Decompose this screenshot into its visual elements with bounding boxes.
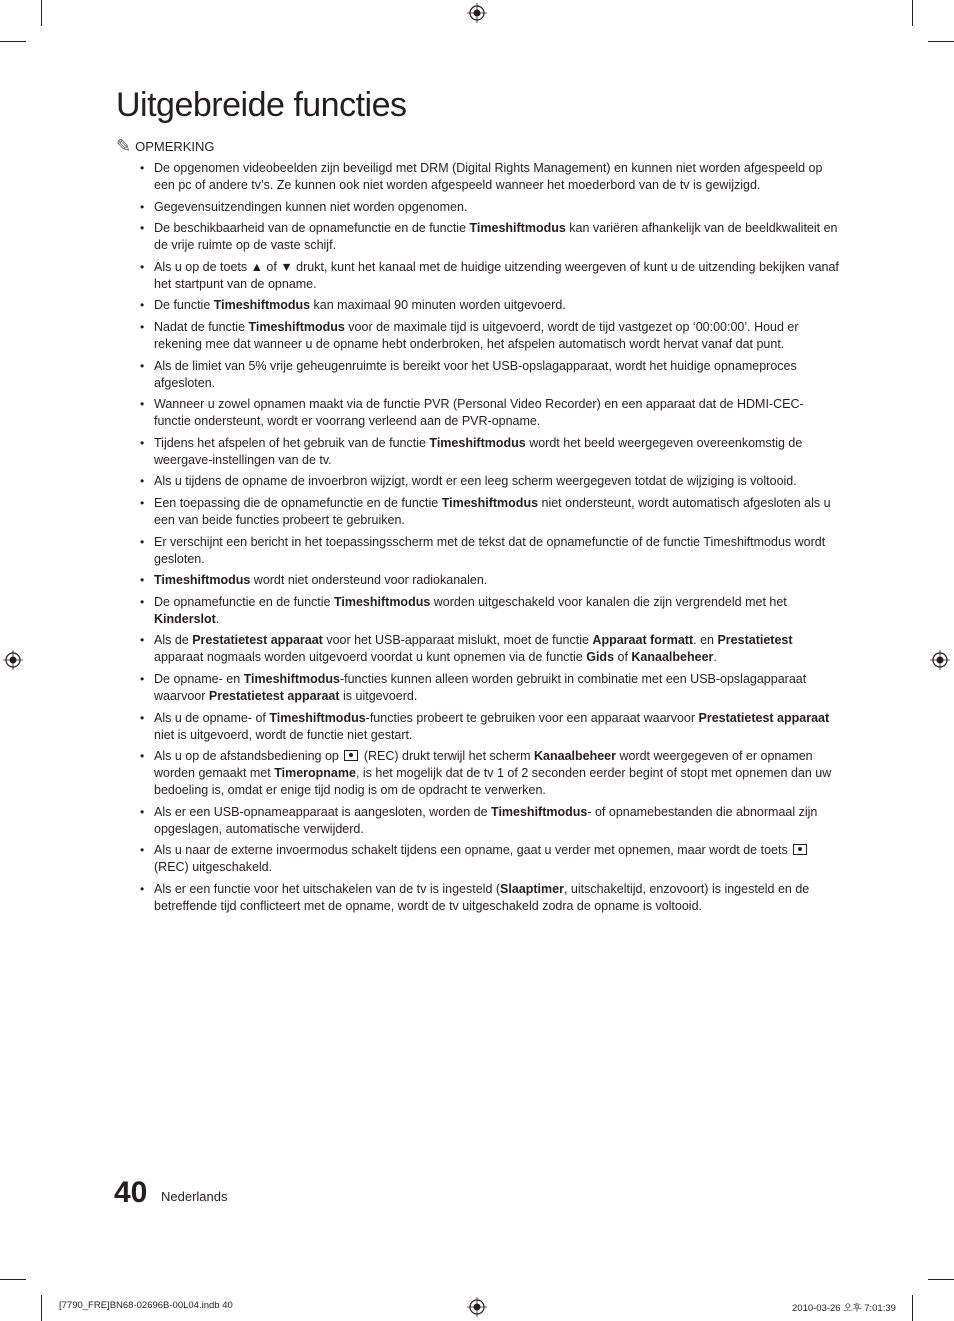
- note-text: voor de maximale tijd is uitgevoerd, wordt de tijd vastgezet op ‘00:00:00’. Houd er rekening mee dat wanneer u de opname hebt onderbroken, het afspelen automatisch wordt hervat vanaf dat punt.: [154, 319, 799, 351]
- note-item: [140, 319, 840, 353]
- registration-mark-icon: [467, 3, 487, 23]
- note-text: De opgenomen videobeelden zijn beveiligd met DRM (Digital Rights Management) en kunnen niet worden afgespeeld op een pc of andere tv’s. Ze kunnen ook niet worden afgespeeld wanneer het moederbord van de tv is gewijzigd.: [154, 161, 823, 192]
- note-label: OPMERKING: [135, 138, 215, 154]
- note-text: .: [215, 611, 220, 626]
- rec-button-icon: [793, 844, 807, 855]
- note-term: Prestatietest apparaat: [208, 688, 340, 703]
- page-number: 40: [114, 1176, 148, 1209]
- rec-button-icon: [344, 750, 358, 761]
- note-term: Prestatietest apparaat: [192, 633, 323, 648]
- crop-mark: [928, 1279, 954, 1280]
- note-text: Nadat de functie: [154, 319, 249, 334]
- note-term: Apparaat formatt: [592, 633, 694, 648]
- note-item: [140, 259, 840, 293]
- note-item: [140, 748, 840, 799]
- note-text: Tijdens het afspelen of het gebruik van de functie: [154, 435, 430, 450]
- registration-mark-icon: [467, 1297, 487, 1317]
- note-text: of: [614, 650, 632, 665]
- note-text: Als de limiet van 5% vrije geheugenruimte is bereikt voor het USB-opslagapparaat, wordt het huidige opnameproces afgesloten.: [154, 358, 797, 390]
- note-text: worden uitgeschakeld voor kanalen die zijn vergrendeld met het: [430, 594, 787, 609]
- note-item: [140, 220, 840, 254]
- crop-mark: [928, 41, 954, 42]
- note-text: -functies probeert te gebruiken voor een apparaat waarvoor: [365, 710, 699, 725]
- note-text: .: [713, 650, 717, 665]
- note-term: Prestatietest: [717, 633, 793, 648]
- note-text: (REC) drukt terwijl het scherm: [360, 749, 534, 764]
- note-text: wordt het beeld weergegeven overeenkomstig de weergave-instellingen van de tv.: [154, 435, 803, 467]
- note-item: [140, 632, 840, 666]
- note-text: Als er een functie voor het uitschakelen van de tv is ingesteld (: [154, 881, 501, 896]
- note-term: Timeshiftmodus: [429, 435, 526, 450]
- note-list: [140, 160, 840, 919]
- note-text: wordt weergegeven of er opnamen worden gemaakt met: [154, 749, 813, 781]
- crop-mark: [912, 0, 913, 26]
- page-title: Uitgebreide functies: [116, 86, 407, 124]
- note-text: niet ondersteunt, wordt automatisch afgesloten als u een van beide functies probeert te gebruiken.: [154, 495, 831, 527]
- note-text: De opname- en: [154, 671, 244, 686]
- note-text: apparaat nogmaals worden uitgevoerd voordat u kunt opnemen via de functie: [154, 650, 587, 665]
- note-item: [140, 804, 840, 838]
- note-item: [140, 473, 840, 490]
- note-text: - of opnamebestanden die abnormaal zijn opgeslagen, automatische verwijderd.: [154, 804, 818, 836]
- note-term: Timeshiftmodus: [248, 319, 345, 334]
- note-text: Als u de opname- of: [154, 710, 270, 725]
- note-item: [140, 396, 840, 430]
- note-item: [140, 160, 840, 194]
- note-text: Als u tijdens de opname de invoerbron wijzigt, wordt er een leeg scherm weergegeven totdat de wijziging is voltooid.: [154, 474, 797, 489]
- note-term: Timeshiftmodus: [269, 710, 366, 725]
- note-item: [140, 534, 840, 568]
- page-language: Nederlands: [161, 1189, 228, 1204]
- note-term: Gids: [586, 650, 615, 665]
- note-item: [140, 594, 840, 628]
- note-text: is uitgevoerd.: [339, 688, 418, 703]
- note-text: De beschikbaarheid van de opnamefunctie en de functie: [154, 221, 470, 236]
- crop-mark: [0, 1279, 26, 1280]
- note-item: [140, 495, 840, 529]
- pencil-icon: ✎: [116, 136, 132, 156]
- crop-mark: [41, 0, 42, 26]
- note-term: Timeshiftmodus: [243, 671, 340, 686]
- note-term: Kinderslot: [154, 611, 216, 626]
- note-text: voor het USB-apparaat mislukt, moet de functie: [322, 633, 593, 648]
- note-term: Timeshiftmodus: [213, 298, 311, 313]
- note-term: Timeropname: [274, 766, 356, 781]
- note-item: [140, 358, 840, 392]
- note-text: (REC) uitgeschakeld.: [154, 860, 273, 875]
- note-text: Een toepassing die de opnamefunctie en de functie: [154, 495, 442, 510]
- note-term: Kanaalbeheer: [534, 749, 616, 764]
- note-text: wordt niet ondersteund voor radiokanalen.: [250, 573, 488, 588]
- note-item: [140, 199, 840, 216]
- note-text: Wanneer u zowel opnamen maakt via de functie PVR (Personal Video Recorder) en een apparaat dat de HDMI-CEC-functie ondersteunt, wordt er voorrang verleend aan de PVR-opname.: [154, 397, 804, 429]
- note-text: . en: [693, 633, 718, 648]
- note-item: [140, 297, 840, 314]
- note-text: niet is uitgevoerd, wordt de functie niet gestart.: [154, 727, 413, 742]
- note-text: Als u naar de externe invoermodus schakelt tijdens een opname, gaat u verder met opnemen, maar wordt de toets: [154, 843, 792, 858]
- note-term: Slaaptimer: [500, 881, 564, 896]
- print-slug-date: 2010-03-26 오후 7:01:39: [792, 1303, 896, 1314]
- note-term: Timeshiftmodus: [154, 573, 251, 588]
- print-slug-file: [7790_FRE]BN68-02696B-00L04.indb 40: [59, 1300, 233, 1311]
- note-term: Timeshiftmodus: [441, 495, 539, 510]
- note-text: Als de: [154, 633, 193, 648]
- crop-mark: [0, 41, 26, 42]
- note-text: , uitschakeltijd, enzovoort) is ingesteld en de betreffende tijd conflicteert met de opname, wordt de tv uitgeschakeld zodra de opname is voltooid.: [154, 881, 810, 913]
- note-text: De functie: [154, 298, 214, 313]
- note-item: [140, 435, 840, 469]
- note-item: [140, 881, 840, 915]
- note-item: [140, 842, 840, 876]
- note-text: kan maximaal 90 minuten worden uitgevoerd.: [310, 298, 566, 313]
- note-heading: [116, 137, 215, 155]
- note-item: [140, 572, 840, 589]
- note-text: De opnamefunctie en de functie: [154, 594, 334, 609]
- note-term: Timeshiftmodus: [469, 221, 566, 236]
- note-text: -functies kunnen alleen worden gebruikt in combinatie met een USB-opslagapparaat waarvoor: [154, 671, 807, 703]
- note-text: Gegevensuitzendingen kunnen niet worden opgenomen.: [154, 199, 468, 214]
- note-text: , is het mogelijk dat de tv 1 of 2 seconden eerder begint of stopt met opnemen dan uw bedoeling is, omdat er enige tijd nodig is om de opdracht te verwerken.: [154, 766, 832, 798]
- note-item: [140, 710, 840, 744]
- crop-mark: [912, 1295, 913, 1321]
- registration-mark-icon: [3, 650, 23, 670]
- note-text: Als u op de afstandsbediening op: [154, 749, 343, 764]
- crop-mark: [41, 1295, 42, 1321]
- note-text: Er verschijnt een bericht in het toepassingsscherm met de tekst dat de opnamefunctie of de functie Timeshiftmodus wordt gesloten.: [154, 534, 826, 566]
- note-item: [140, 671, 840, 705]
- note-text: kan variëren afhankelijk van de beeldkwaliteit en de vrije ruimte op de vaste schijf.: [154, 221, 838, 253]
- note-term: Prestatietest apparaat: [698, 710, 830, 725]
- registration-mark-icon: [930, 650, 950, 670]
- note-text: Als u op de toets ▲ of ▼ drukt, kunt het kanaal met de huidige uitzending weergeven of kunt u de uitzending bekijken vanaf het startpunt van de opname.: [154, 259, 839, 291]
- note-text: Als er een USB-opnameapparaat is aangesloten, worden de: [154, 804, 492, 819]
- note-term: Kanaalbeheer: [631, 650, 714, 665]
- note-term: Timeshiftmodus: [333, 594, 431, 609]
- note-term: Timeshiftmodus: [491, 804, 588, 819]
